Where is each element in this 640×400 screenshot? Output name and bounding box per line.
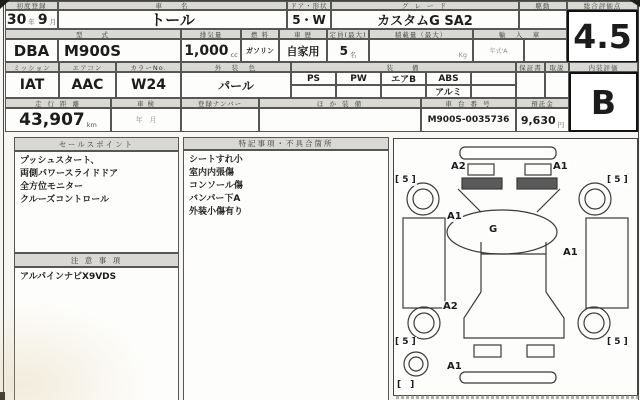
reg-year-unit: 年: [28, 18, 35, 26]
defect-line: 外装小傷有り: [189, 207, 244, 217]
damage-mark-rear-left: A2: [443, 301, 458, 312]
interior-grade-value: B: [569, 72, 638, 132]
interior-grade-header: 内装評価: [569, 62, 638, 72]
exterior-color-value: パール: [181, 72, 291, 98]
load-value: [369, 39, 473, 62]
load-unit: Kg: [458, 51, 467, 59]
car-name-value: トール: [58, 10, 287, 29]
capacity-value: [327, 39, 369, 62]
capacity-number: 5: [339, 43, 348, 58]
mileage-number: 43,907: [19, 110, 85, 130]
defects-header: 特記事項・不具合箇所: [183, 137, 389, 150]
equip-alloy: アルミ: [426, 85, 471, 98]
sales-point-line: 全方位モニター: [20, 182, 84, 192]
auction-sheet: [3, 0, 639, 400]
sales-point-line: クルーズコントロール: [20, 195, 110, 205]
damage-mark-front-right: A1: [553, 161, 568, 172]
reg-month: 9: [37, 11, 48, 28]
load-header: 積載量（最大）: [369, 29, 473, 39]
door-shape-value: 5・W: [287, 10, 331, 29]
car-top-view-diagram: [398, 142, 633, 392]
import-blank-cell: [524, 39, 567, 62]
displacement-header: 排気量: [181, 29, 241, 39]
manual-value: [545, 72, 569, 98]
model-value: M900S: [58, 39, 181, 62]
sales-points-box: [14, 151, 179, 253]
defect-line: コンソール傷: [189, 181, 243, 191]
other-equipment-header: ほ か 装 備: [259, 98, 421, 108]
cautions-box: [14, 267, 179, 400]
warranty-header: 保証書: [516, 62, 545, 72]
equip-pw: PW: [336, 72, 381, 85]
history-value: 自家用: [279, 39, 327, 62]
first-reg-header: 初度登録: [5, 1, 58, 10]
displacement-value: [181, 39, 241, 62]
capacity-unit: 名: [349, 51, 357, 59]
tire-depth-front-right: [ 5 ]: [607, 175, 628, 185]
capacity-header: 定員(最大): [327, 29, 369, 39]
equip-airbag: エアB: [381, 72, 426, 85]
grade-header: グ レ ー ド: [331, 1, 519, 10]
deposit-unit: 円: [557, 121, 565, 129]
drive-value: [519, 10, 567, 29]
sales-points-header: セールスポイント: [14, 137, 179, 151]
vin-value: M900S-0035736: [421, 108, 516, 132]
equip-abs: ABS: [426, 72, 471, 85]
reg-year: 30: [6, 11, 27, 28]
transmission-value: IAT: [5, 72, 59, 98]
damage-mark-rear-bumper: A1: [447, 361, 462, 372]
exterior-color-header: 外 装 色: [181, 62, 291, 72]
mileage-value: [5, 108, 111, 132]
fuel-value: ガソリン: [241, 39, 279, 62]
warranty-value: [516, 72, 545, 98]
overall-score-header: 総合評価点: [567, 1, 638, 10]
illegible-footnote: [396, 395, 639, 399]
tire-depth-rear-right: [ 5 ]: [607, 337, 628, 347]
displacement-number: 1,000: [184, 42, 229, 59]
deposit-value: [516, 108, 569, 132]
equip-ps: PS: [291, 72, 336, 85]
equip-blank-1: [471, 72, 516, 85]
drive-header: 駆動: [519, 1, 567, 10]
deposit-header: 預託金: [516, 98, 569, 108]
transmission-header: ミッション: [5, 62, 59, 72]
overall-score-value: 4.5: [567, 10, 638, 63]
reg-number-value: [181, 108, 259, 132]
damage-mark-front-left: A2: [451, 161, 466, 172]
car-diagram-panel: [393, 138, 638, 396]
scan-corner-bottom-left: [0, 392, 5, 400]
defects-box: [183, 150, 389, 400]
deposit-number: 9,630: [520, 113, 556, 127]
defect-line: 室内内張傷: [189, 168, 235, 178]
equip-blank-5: [471, 85, 516, 98]
color-no-header: カラーNo.: [116, 62, 181, 72]
grade-value: カスタムG SA2: [331, 10, 519, 29]
manual-header: 取説: [545, 62, 569, 72]
fuel-header: 燃 料: [241, 29, 279, 39]
inspection-value: 年 月: [111, 108, 181, 132]
damage-mark-hood: G: [489, 224, 498, 235]
model-header: 型 式: [5, 29, 181, 39]
sales-point-line: プッシュスタート、: [20, 156, 100, 166]
aircon-value: AAC: [59, 72, 116, 98]
inspection-header: 車 検: [111, 98, 181, 108]
equip-blank-2: [291, 85, 336, 98]
mileage-unit: km: [86, 121, 97, 129]
cautions-header: 注 意 事 項: [14, 253, 179, 267]
car-name-header: 車 名: [58, 1, 287, 10]
vin-header: 車 台 番 号: [421, 98, 516, 108]
door-shape-header: ドア・形状: [287, 1, 331, 10]
defect-line: バンパー下A: [189, 194, 241, 204]
first-reg-value: [5, 10, 58, 29]
damage-mark-fender-left: A1: [447, 211, 462, 222]
sales-point-line: 両側パワースライドドア: [20, 169, 119, 179]
spare-tire-mark: [ ]: [397, 380, 415, 390]
model-prefix-value: DBA: [5, 39, 58, 62]
import-note: 年式'A: [473, 39, 524, 62]
damage-mark-side-right: A1: [563, 247, 578, 258]
displacement-unit: cc: [230, 51, 238, 59]
aircon-header: エアコン: [59, 62, 116, 72]
tire-depth-rear-left: [ 5 ]: [395, 337, 416, 347]
import-header: 輸 入 車: [473, 29, 567, 39]
equip-blank-3: [336, 85, 381, 98]
defect-line: シートすれ小: [189, 155, 243, 165]
color-no-value: W24: [116, 72, 181, 98]
equip-blank-4: [381, 85, 426, 98]
history-header: 車 歴: [279, 29, 327, 39]
reg-month-unit: 月: [49, 18, 57, 26]
caution-line: アルパインナビX9VDS: [20, 272, 117, 282]
other-equipment-value: [259, 108, 421, 132]
reg-number-header: 登録ナンバー: [181, 98, 259, 108]
mileage-header: 走 行 距 離: [5, 98, 111, 108]
tire-depth-front-left: [ 5 ]: [395, 175, 416, 185]
equipment-header: 装 備: [291, 62, 516, 72]
